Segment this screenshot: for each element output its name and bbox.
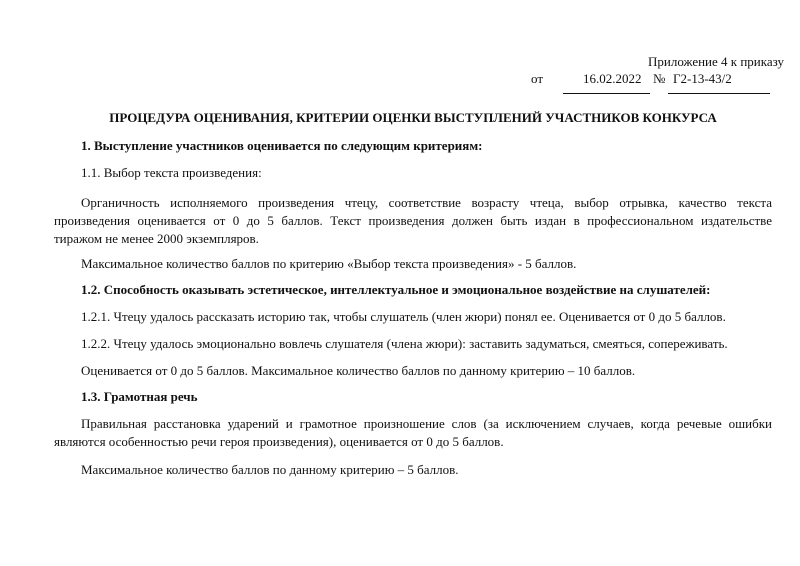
paragraph-line: Правильная расстановка ударений и грамотное произношение слов (за исключением случаев, когда речевые ошибки — [81, 416, 772, 431]
document-title: ПРОЦЕДУРА ОЦЕНИВАНИЯ, КРИТЕРИИ ОЦЕНКИ ВЫСТУПЛЕНИЙ УЧАСТНИКОВ КОНКУРСА — [109, 110, 717, 125]
paragraph-line: являются особенностью речи героя произведения), оценивается от 0 до 5 баллов. — [54, 434, 504, 449]
number-label: № — [653, 71, 666, 86]
section-1-2-2: 1.2.2. Чтецу удалось эмоционально вовлечь слушателя (члена жюри): заставить задуматься, смеяться, сопереживать. — [81, 336, 728, 351]
section-1-2-heading: 1.2. Способность оказывать эстетическое, интеллектуальное и эмоциональное воздействие на слушателей: — [81, 282, 711, 297]
max-score-2: Оценивается от 0 до 5 баллов. Максимальное количество баллов по данному критерию – 10 баллов. — [81, 363, 636, 378]
section-1-heading: 1. Выступление участников оценивается по следующим критериям: — [81, 138, 483, 153]
paragraph-line: Органичность исполняемого произведения чтецу, соответствие возрасту чтеца, выбор отрывка, качество текста — [81, 195, 772, 210]
date-underline — [563, 93, 650, 94]
order-number: Г2-13-43/2 — [673, 71, 732, 86]
from-label: от — [531, 71, 544, 86]
section-1-3-heading: 1.3. Грамотная речь — [81, 389, 198, 404]
number-underline — [668, 93, 770, 94]
section-1-2-1: 1.2.1. Чтецу удалось рассказать историю так, чтобы слушатель (член жюри) понял ее. Оценивается от 0 до 5 баллов. — [81, 309, 726, 324]
max-score-3: Максимальное количество баллов по данному критерию – 5 баллов. — [81, 462, 459, 477]
order-date: 16.02.2022 — [583, 71, 642, 86]
max-score-1: Максимальное количество баллов по критерию «Выбор текста произведения» - 5 баллов. — [81, 256, 577, 271]
paragraph-line: произведения оценивается от 0 до 5 баллов. Текст произведения должен быть издан в профессиональном издательстве — [54, 213, 772, 228]
section-1-1-heading: 1.1. Выбор текста произведения: — [81, 165, 262, 180]
paragraph-line: тиражом не менее 2000 экземпляров. — [54, 231, 259, 246]
appendix-label: Приложение 4 к приказу — [648, 54, 785, 69]
